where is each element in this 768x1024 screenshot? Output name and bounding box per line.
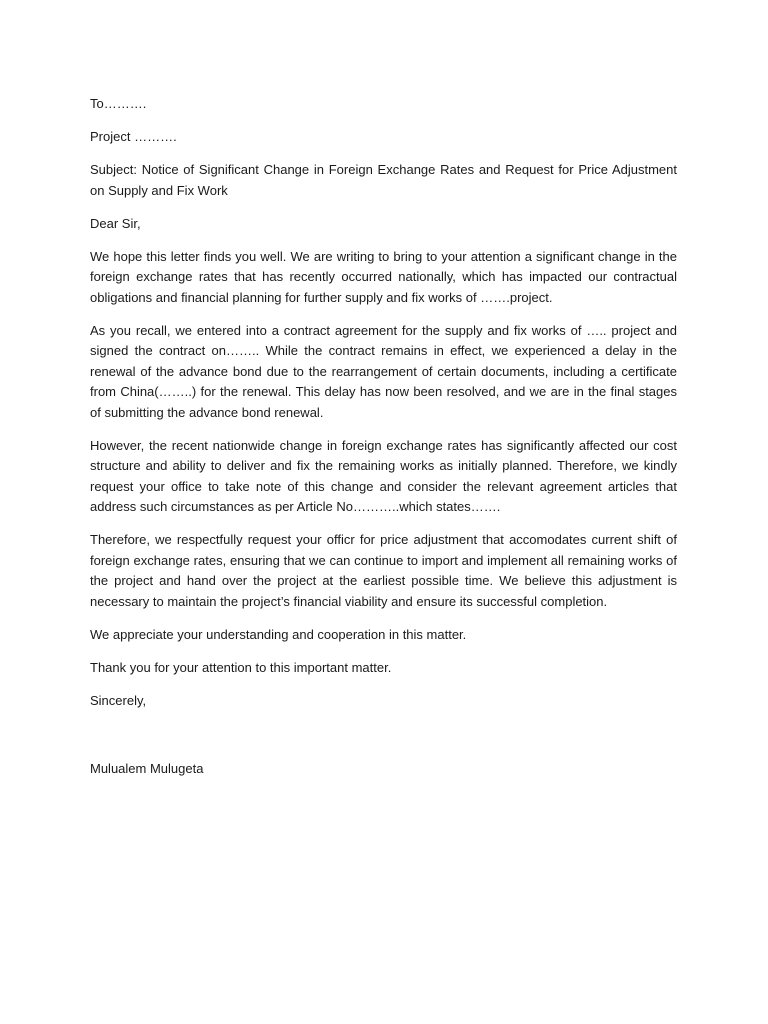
body-paragraph-2: As you recall, we entered into a contract agreement for the supply and fix works of ….. project and signed the contract on…….. While the contract remains in effect, we experienced a delay in the renewal of the advance bond due to the rearrangement of certain documents, including a certificate from China(……..) for the renewal. This delay has now been resolved, and we are in the final stages of submitting the advance bond renewal. <box>90 322 677 420</box>
body-paragraph-4: Therefore, we respectfully request your officr for price adjustment that accomodates current shift of foreign exchange rates, ensuring that we can continue to import and implement all remaining works of the project and hand over the project at the earliest possible time. We believe this adjustment is necessary to maintain the project’s financial viability and ensure its successful completion. <box>90 532 677 609</box>
body-paragraph-5: We appreciate your understanding and cooperation in this matter. <box>90 626 467 642</box>
closing: Sincerely, <box>90 692 147 708</box>
recipient-line: To………. <box>90 96 147 111</box>
body-paragraph-6: Thank you for your attention to this important matter. <box>90 659 392 675</box>
signature-name: Mulualem Mulugeta <box>90 761 204 776</box>
body-paragraph-1: We hope this letter finds you well. We are writing to bring to your attention a significant change in the foreign exchange rates that has recently occurred nationally, which has impacted our contractual obligations and financial planning for further supply and fix works of …….project. <box>90 248 677 305</box>
subject-line: Subject: Notice of Significant Change in Foreign Exchange Rates and Request for Price Adjustment on Supply and Fix Work <box>90 162 677 198</box>
salutation: Dear Sir, <box>90 215 141 231</box>
body-paragraph-3: However, the recent nationwide change in foreign exchange rates has significantly affected our cost structure and ability to deliver and fix the remaining works as initially planned. Therefore, we kindly request your office to take note of this change and consider the relevant agreement articles that address such circumstances as per Article No………..which states……. <box>90 437 677 514</box>
project-line: Project ………. <box>90 129 177 144</box>
